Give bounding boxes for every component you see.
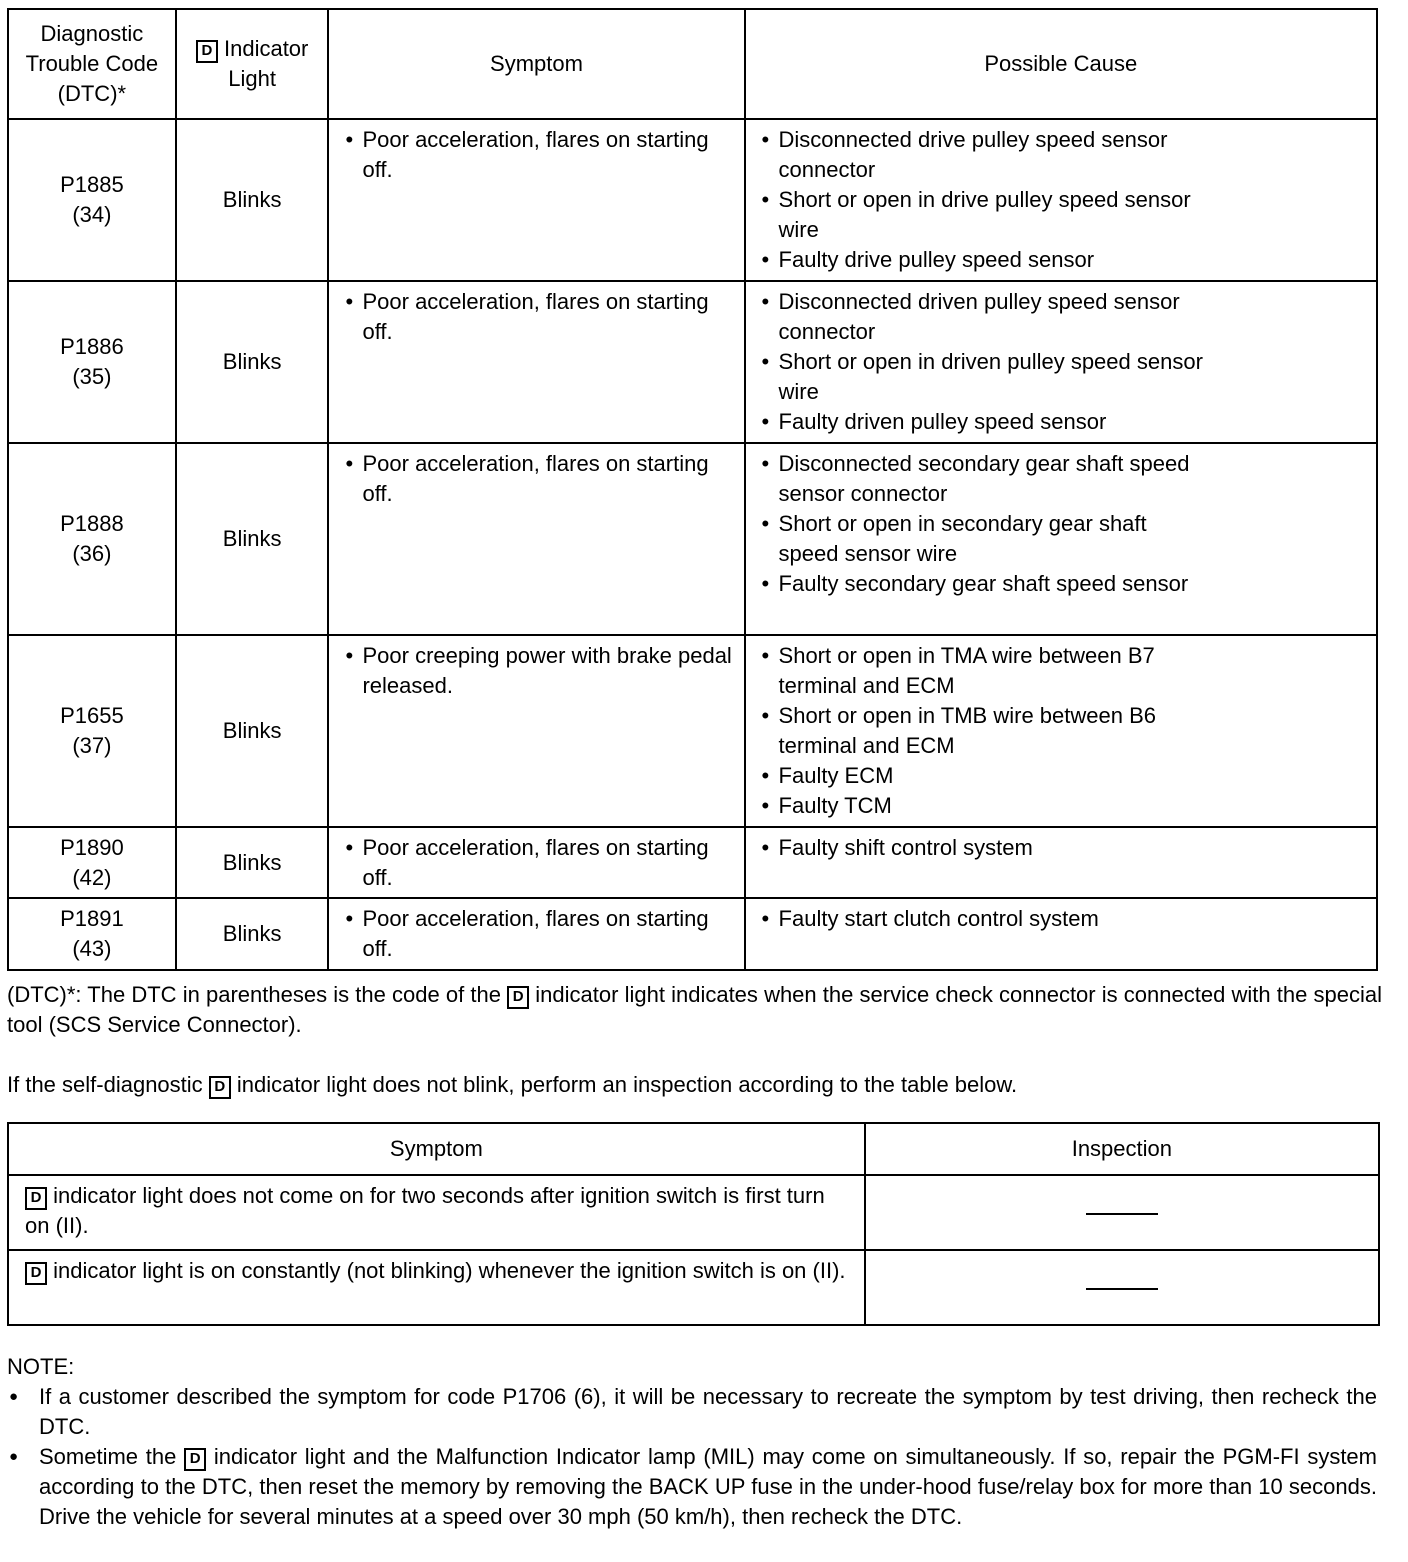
note-item (7, 1442, 1377, 1532)
dtc-code-cell (8, 898, 176, 970)
indicator-state: Blinks (176, 119, 329, 281)
indicator-column-header (176, 9, 329, 119)
cause-item: • Disconnected secondary gear shaft speed sensor connector (746, 449, 1216, 509)
dtc-code-cell (8, 281, 176, 443)
cause-item: • Disconnected driven pulley speed sensor connector (746, 287, 1221, 347)
dtc-alt-code: (36) (72, 541, 112, 566)
symptom-item: • Poor acceleration, flares on starting off. (329, 449, 743, 509)
inspection-column-header: Inspection (865, 1123, 1379, 1175)
note-list (7, 1382, 1377, 1532)
inspection-symptom-text: indicator light does not come on for two seconds after ignition switch is first turn on (II). (25, 1183, 825, 1238)
dtc-header-line: Diagnostic (40, 21, 144, 46)
cause-item: • Faulty shift control system (746, 833, 1376, 863)
cause-item: • Faulty start clutch control system (746, 904, 1376, 934)
table-row (8, 1175, 1379, 1250)
note-item (7, 1382, 1377, 1442)
symptom-item: • Poor creeping power with brake pedal released. (329, 641, 743, 701)
dtc-code-cell (8, 635, 176, 827)
dtc-alt-code: (42) (72, 864, 112, 890)
cause-cell (745, 281, 1377, 443)
d-indicator-icon: D (184, 1448, 206, 1471)
d-indicator-icon: D (196, 40, 218, 63)
symptom-cell (328, 898, 744, 970)
symptom-cell (328, 827, 744, 898)
cause-cell (745, 443, 1377, 635)
footnote-text: (DTC)*: The DTC in parentheses is the code of the (7, 982, 501, 1007)
cause-item: • Faulty TCM (746, 791, 1226, 821)
table-row (8, 443, 1377, 635)
cause-item: • Faulty secondary gear shaft speed sensor (746, 569, 1216, 599)
cause-item: • Disconnected drive pulley speed sensor connector (746, 125, 1206, 185)
dtc-code: P1888 (60, 511, 124, 536)
dtc-column-header (8, 9, 176, 119)
indicator-state: Blinks (176, 827, 329, 898)
symptom-cell (328, 443, 744, 635)
inspection-blank-line (1086, 1213, 1158, 1215)
cause-item: • Short or open in drive pulley speed sensor wire (746, 185, 1206, 245)
inspection-symptom-cell (8, 1250, 865, 1325)
cause-cell (745, 898, 1377, 970)
cause-cell (745, 827, 1377, 898)
note-title: NOTE: (7, 1354, 75, 1379)
inspection-cell (865, 1175, 1379, 1250)
inspection-header-row (8, 1123, 1379, 1175)
d-indicator-icon: D (209, 1076, 231, 1099)
inspection-symptom-cell (8, 1175, 865, 1250)
cause-column-header: Possible Cause (745, 9, 1377, 119)
cause-cell (745, 635, 1377, 827)
inspection-symptom-text: indicator light is on constantly (not blinking) whenever the ignition switch is on (II). (53, 1258, 846, 1283)
dtc-table (7, 8, 1378, 971)
dtc-code-cell (8, 119, 176, 281)
dtc-code-cell (8, 827, 176, 898)
note-text: indicator light and the Malfunction Indicator lamp (MIL) may come on simultaneously. If so, repair the PGM-FI system according to the DTC, then reset the memory by removing the BACK UP fuse in the under-hood fuse/relay box for more than 10 seconds. Drive the vehicle for several minutes at a speed over 30 mph (50 km/h), then recheck the DTC. (39, 1444, 1377, 1529)
inspection-table (7, 1122, 1380, 1326)
symptom-item: • Poor acceleration, flares on starting off. (329, 125, 743, 185)
table-row (8, 827, 1377, 898)
symptom-cell (328, 119, 744, 281)
note-text: Sometime the (39, 1444, 177, 1469)
dtc-code: P1655 (60, 703, 124, 728)
inspection-intro (7, 1070, 1382, 1100)
dtc-alt-code: (37) (72, 733, 112, 758)
symptom-cell (328, 635, 744, 827)
symptom-item: • Poor acceleration, flares on starting off. (329, 904, 743, 964)
d-indicator-icon: D (25, 1187, 47, 1210)
inspection-cell (865, 1250, 1379, 1325)
indicator-state: Blinks (176, 281, 329, 443)
indicator-header-line: Indicator (223, 36, 309, 61)
dtc-footnote (7, 980, 1382, 1040)
dtc-code: P1891 (60, 906, 124, 931)
indicator-state: Blinks (176, 898, 329, 970)
indicator-state: Blinks (176, 635, 329, 827)
cause-item: • Short or open in TMB wire between B6 terminal and ECM (746, 701, 1226, 761)
cause-item: • Faulty drive pulley speed sensor (746, 245, 1206, 275)
cause-cell (745, 119, 1377, 281)
dtc-alt-code: (35) (72, 364, 112, 389)
table-row (8, 635, 1377, 827)
symptom-item: • Poor acceleration, flares on starting off. (329, 287, 743, 347)
dtc-code: P1886 (60, 334, 124, 359)
d-indicator-icon: D (25, 1262, 47, 1285)
cause-item: • Short or open in secondary gear shaft speed sensor wire (746, 509, 1216, 569)
dtc-header-line: (DTC)* (57, 81, 127, 106)
table-row (8, 119, 1377, 281)
table-row (8, 898, 1377, 970)
indicator-state: Blinks (176, 443, 329, 635)
dtc-alt-code: (34) (72, 202, 112, 227)
dtc-code: P1890 (60, 834, 124, 860)
footnote-text: indicator light indicates when the service check connector is connected with the special tool (SCS Service Connector). (7, 982, 1382, 1037)
indicator-header-line: Light (228, 66, 276, 91)
dtc-code: P1885 (60, 172, 124, 197)
d-indicator-icon: D (507, 986, 529, 1009)
symptom-column-header: Symptom (8, 1123, 865, 1175)
cause-item: • Faulty driven pulley speed sensor (746, 407, 1221, 437)
dtc-alt-code: (43) (72, 936, 112, 961)
cause-item: • Faulty ECM (746, 761, 1226, 791)
table-row (8, 1250, 1379, 1325)
dtc-code-cell (8, 443, 176, 635)
intro-text: indicator light does not blink, perform an inspection according to the table below. (236, 1072, 1018, 1097)
cause-item: • Short or open in driven pulley speed sensor wire (746, 347, 1221, 407)
dtc-header-line: Trouble Code (25, 51, 159, 76)
symptom-column-header: Symptom (328, 9, 744, 119)
symptom-cell (328, 281, 744, 443)
note-text: If a customer described the symptom for code P1706 (6), it will be necessary to recreate the symptom by test driving, then recheck the DTC. (39, 1384, 1377, 1439)
cause-item: • Short or open in TMA wire between B7 terminal and ECM (746, 641, 1226, 701)
dtc-header-row (8, 9, 1377, 119)
inspection-blank-line (1086, 1288, 1158, 1290)
symptom-item: • Poor acceleration, flares on starting off. (329, 833, 743, 893)
intro-text: If the self-diagnostic (7, 1072, 203, 1097)
table-row (8, 281, 1377, 443)
